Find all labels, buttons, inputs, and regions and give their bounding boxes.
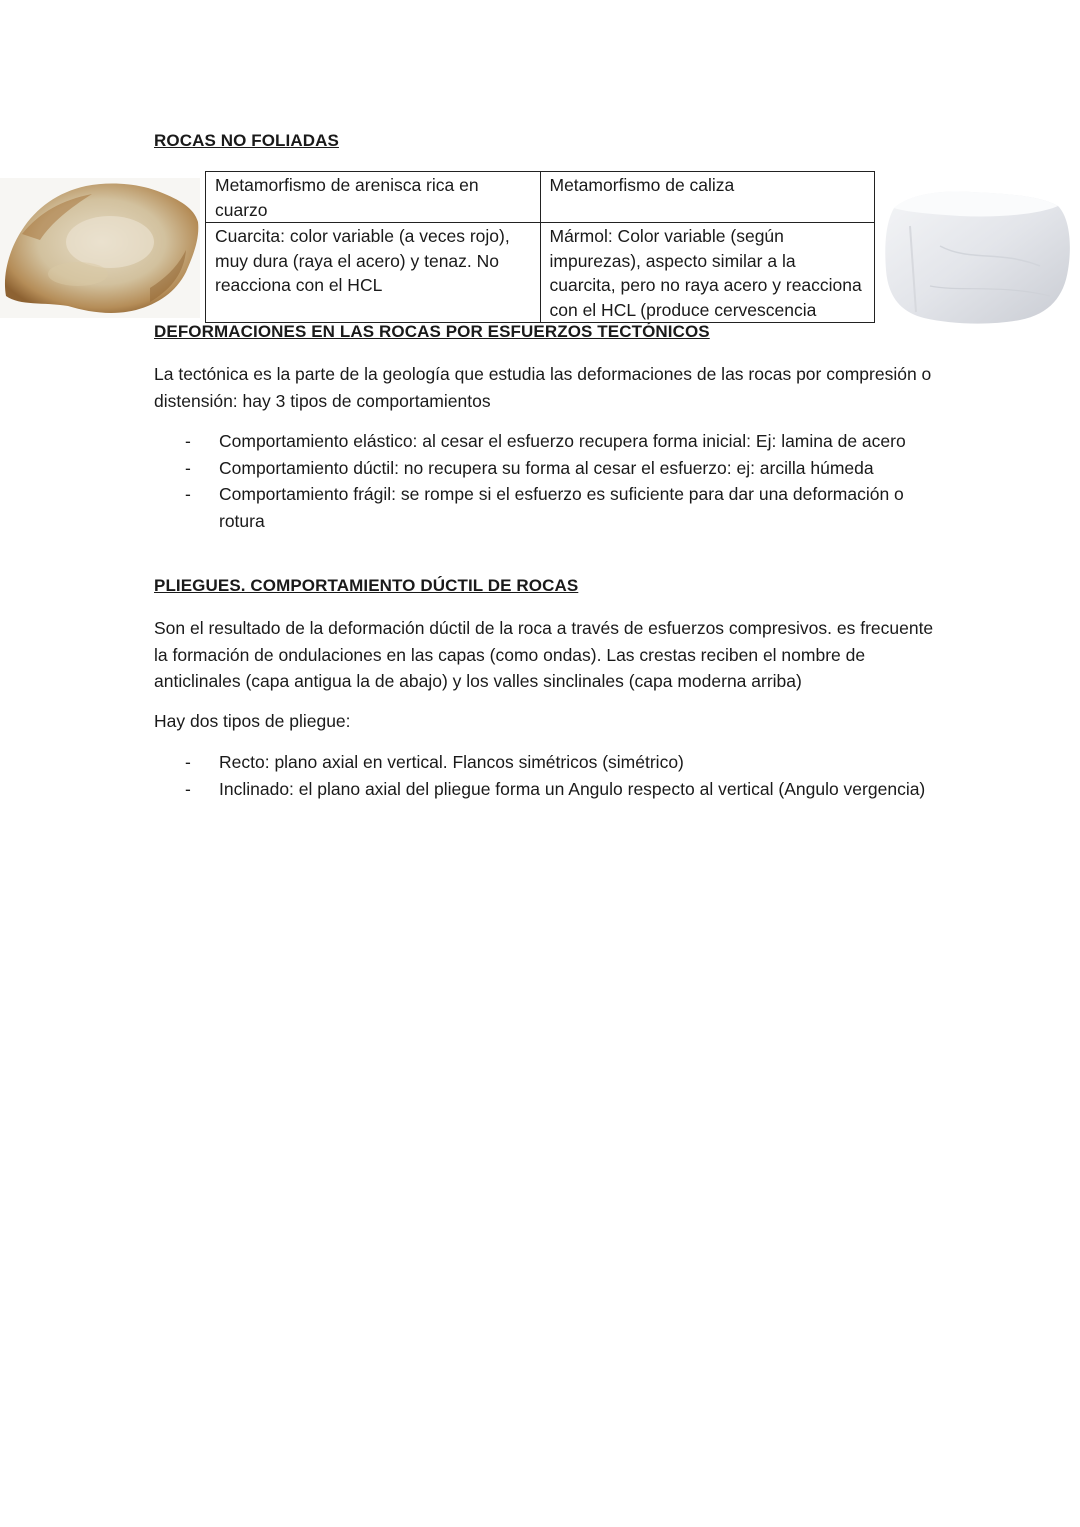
marble-rock-image <box>880 166 1076 328</box>
list-item: - Inclinado: el plano axial del pliegue forma un Angulo respecto al vertical (Angulo vergencia) <box>154 776 934 803</box>
section-title-pliegues: PLIEGUES. COMPORTAMIENTO DÚCTIL DE ROCAS <box>154 576 579 595</box>
list-item: - Comportamiento dúctil: no recupera su forma al cesar el esfuerzo: ej: arcilla húmeda <box>154 455 934 482</box>
paragraph-pliegues: Son el resultado de la deformación dúctil de la roca a través de esfuerzos compresivos. es frecuente la formación de ondulaciones en las capas (como ondas). Las crestas reciben el nombre de anticlinales (capa antigua la de abajo) y los valles sinclinales (capa moderna arriba) <box>154 618 934 691</box>
section-title-deformaciones: DEFORMACIONES EN LAS ROCAS POR ESFUERZOS TECTÓNICOS <box>154 322 710 341</box>
bullet-marker: - <box>185 778 191 799</box>
list-item: - Recto: plano axial en vertical. Flancos simétricos (simétrico) <box>154 749 934 776</box>
table-header-cell: Metamorfismo de caliza <box>540 172 875 223</box>
table-row <box>206 223 875 323</box>
bullet-marker: - <box>185 752 191 772</box>
bullet-marker: - <box>185 457 191 478</box>
table-header-row <box>206 172 875 223</box>
paragraph-tectonica: La tectónica es la parte de la geología que estudia las deformaciones de las rocas por compresión o distensión: hay 3 tipos de comportamientos <box>154 364 932 411</box>
table-header-cell: Metamorfismo de arenisca rica en cuarzo <box>206 172 541 223</box>
bullet-marker: - <box>185 484 191 504</box>
list-item: - Comportamiento elástico: al cesar el esfuerzo recupera forma inicial: Ej: lamina de acero <box>154 428 934 455</box>
bullet-marker: - <box>185 431 191 451</box>
table-cell-marmol: Mármol: Color variable (según impurezas), aspecto similar a la cuarcita, pero no raya acero y reacciona con el HCL (produce cervescencia <box>540 223 875 323</box>
list-item: - Comportamiento frágil: se rompe si el esfuerzo es suficiente para dar una deformación o rotura <box>154 481 934 534</box>
bullet-list-comportamientos <box>154 428 934 534</box>
table-cell-cuarcita: Cuarcita: color variable (a veces rojo), muy dura (raya el acero) y tenaz. No reacciona con el HCL <box>206 223 541 323</box>
bullet-list-pliegues <box>154 749 934 802</box>
paragraph-tipos-pliegue: Hay dos tipos de pliegue: <box>154 711 351 731</box>
quartzite-rock-image <box>0 178 200 318</box>
section-title-rocas-no-foliadas: ROCAS NO FOLIADAS <box>154 131 339 150</box>
rocks-table <box>205 171 875 323</box>
